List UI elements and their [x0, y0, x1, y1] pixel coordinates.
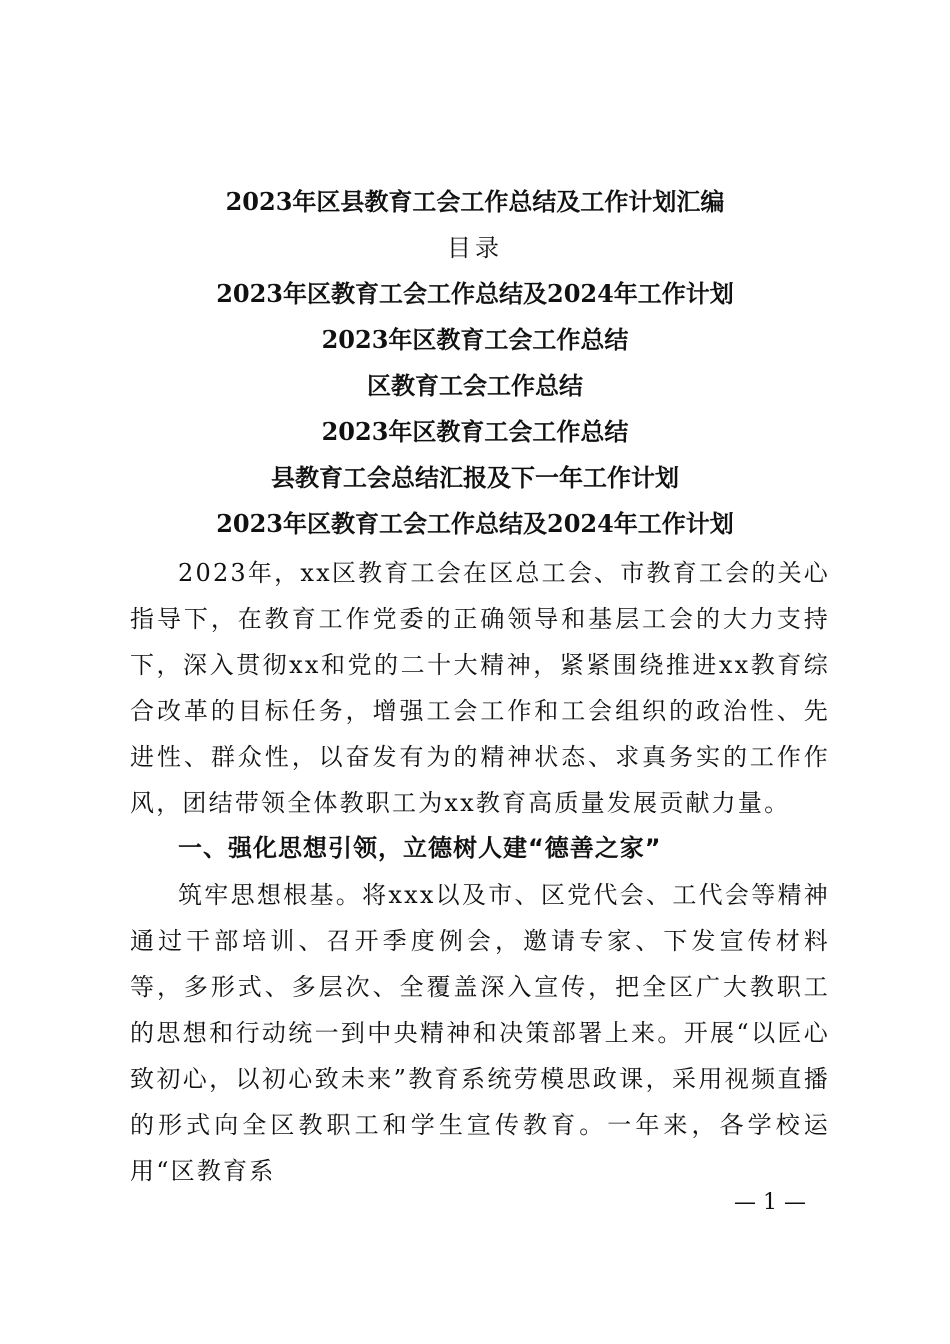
body-paragraph: 筑牢思想根基。将xxx以及市、区党代会、工代会等精神通过干部培训、召开季度例会，邀请专家、下发宣传材料等，多形式、多层次、全覆盖深入宣传，把全区广大教职工的思想和行动统一到中央精神和决策部署上来。开展“以匠心致初心，以初心致未来”教育系统劳模思政课，采用视频直播的形式向全区教职工和学生宣传教育。一年来，各学校运用“区教育系 — [130, 881, 830, 1185]
page-number: — 1 — — [734, 1190, 806, 1215]
section-heading: 一、强化思想引领，立德树人建“德善之家” — [178, 834, 662, 862]
toc-item: 县教育工会总结汇报及下一年工作计划 — [271, 463, 679, 492]
document-title: 2023年区县教育工会工作总结及工作计划汇编 — [225, 187, 725, 216]
table-of-contents — [0, 278, 950, 508]
toc-item: 2023年区教育工会工作总结 — [321, 325, 629, 354]
toc-item: 2023年区教育工会工作总结及2024年工作计划 — [216, 279, 734, 308]
section-title: 2023年区教育工会工作总结及2024年工作计划 — [216, 509, 734, 538]
toc-item: 区教育工会工作总结 — [367, 371, 583, 400]
toc-heading: 目录 — [447, 234, 503, 262]
body-paragraph: 2023年，xx区教育工会在区总工会、市教育工会的关心指导下，在教育工作党委的正确领导和基层工会的大力支持下，深入贯彻xx和党的二十大精神，紧紧围绕推进xx教育综合改革的目标任务，增强工会工作和工会组织的政治性、先进性、群众性，以奋发有为的精神状态、求真务实的工作作风，团结带领全体教职工为xx教育高质量发展贡献力量。 — [130, 559, 830, 817]
toc-item: 2023年区教育工会工作总结 — [321, 417, 629, 446]
